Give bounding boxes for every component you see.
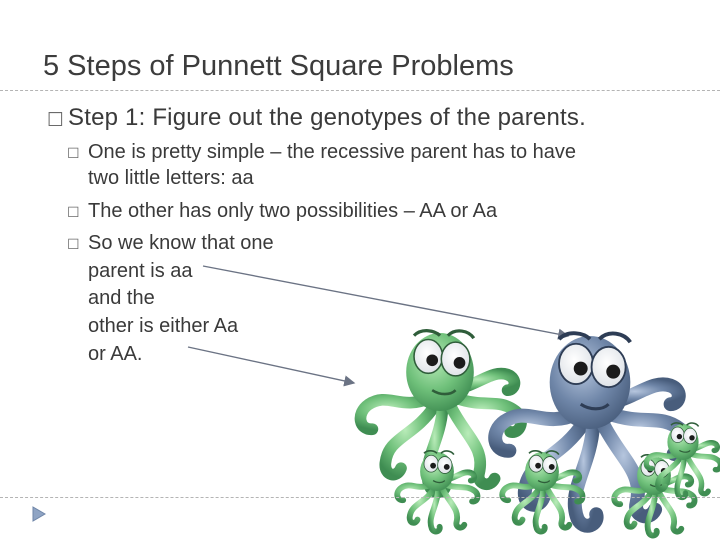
bullet-possibilities: The other has only two possibilities – AA or Aa bbox=[88, 200, 498, 222]
bullet-recessive-line-2: two little letters: aa bbox=[88, 167, 254, 189]
square-bullet-icon: ☐ bbox=[67, 205, 80, 221]
bullet-recessive-line-1: One is pretty simple – the recessive parent has to have bbox=[88, 141, 577, 163]
slide-title: 5 Steps of Punnett Square Problems bbox=[43, 50, 514, 82]
arrow-to-dominant-parent bbox=[188, 347, 354, 383]
bullet-conclusion-line-1: So we know that one bbox=[88, 232, 274, 254]
bullet-conclusion-line-5: or AA. bbox=[88, 343, 143, 365]
bullet-conclusion-line-2: parent is aa bbox=[88, 260, 193, 282]
square-bullet-icon: ☐ bbox=[67, 146, 80, 162]
bullet-conclusion-line-3: and the bbox=[88, 287, 155, 309]
square-bullet-icon: ☐ bbox=[67, 237, 80, 253]
arrow-to-recessive-parent bbox=[203, 266, 568, 336]
offspring-octopus-icon bbox=[397, 451, 477, 532]
play-triangle-icon[interactable] bbox=[32, 506, 46, 522]
step-1-text: Step 1: Figure out the genotypes of the parents. bbox=[68, 104, 586, 131]
bullet-conclusion-line-4: other is either Aa bbox=[88, 315, 239, 337]
footer-divider bbox=[0, 497, 720, 498]
square-bullet-icon: ☐ bbox=[47, 109, 65, 131]
